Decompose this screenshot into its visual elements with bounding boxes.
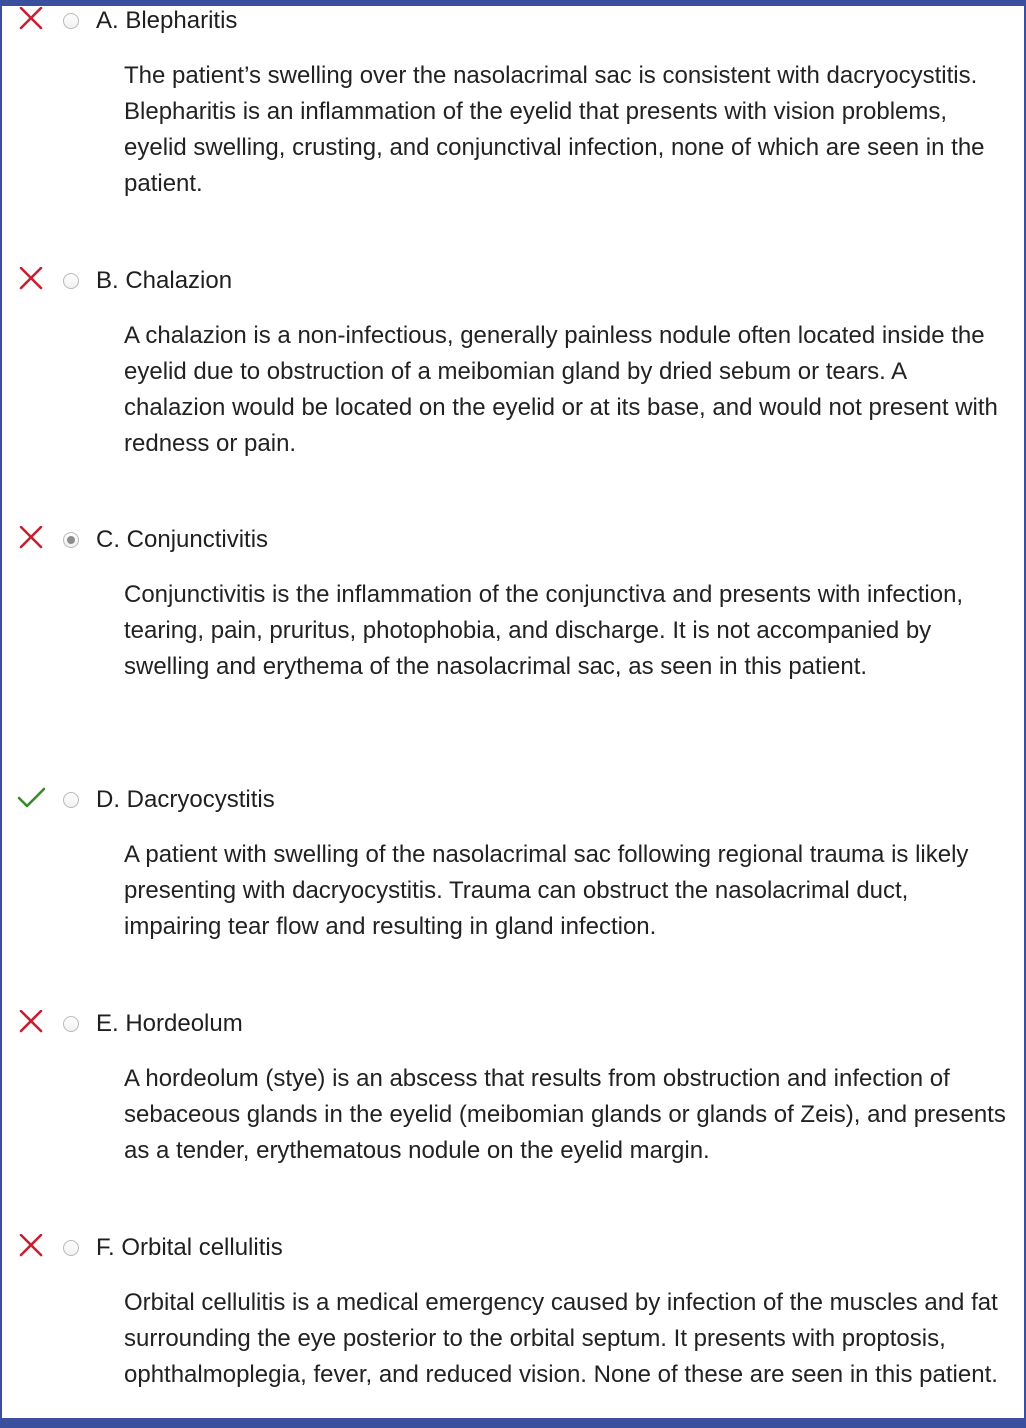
option-label: D. Dacryocystitis [96, 786, 275, 813]
radio-button[interactable] [63, 273, 79, 289]
x-mark-icon [16, 267, 46, 291]
option-row[interactable] [0, 523, 600, 553]
option-label: A. Blepharitis [96, 7, 238, 34]
radio-button[interactable] [63, 1240, 79, 1256]
option-label: C. Conjunctivitis [96, 526, 269, 553]
option-label: F. Orbital cellulitis [96, 1234, 283, 1261]
option-explanation: A hordeolum (stye) is an abscess that results from obstruction and infection of sebaceous glands in the eyelid (meibomian glands or glands of Zeis), and presents as a tender, erythematous nodule on the eyelid margin. [124, 1065, 1006, 1164]
radio-button[interactable] [63, 792, 79, 808]
option-row[interactable] [0, 783, 600, 813]
option-row[interactable] [0, 4, 600, 34]
option-row[interactable] [0, 264, 600, 294]
option-explanation: Conjunctivitis is the inflammation of the conjunctiva and presents with infection, tearing, pain, pruritus, photophobia, and discharge. It is not accompanied by swelling and erythema of the nasolacrimal sac, as seen in this patient. [124, 581, 964, 680]
radio-button-selected[interactable] [63, 532, 79, 548]
option-explanation: The patient’s swelling over the nasolacrimal sac is consistent with dacryocystitis. Blepharitis is an inflammation of the eyelid that presents with vision problems, eyelid swelling, crusting, and conjunctival infection, none of which are seen in the patient. [124, 62, 985, 197]
option-explanation: Orbital cellulitis is a medical emergency caused by infection of the muscles and fat surrounding the eye posterior to the orbital septum. It presents with proptosis, ophthalmoplegia, fever, and reduced vision. None of these are seen in this patient. [124, 1289, 998, 1388]
x-mark-icon [16, 526, 46, 550]
check-mark-icon [16, 786, 46, 810]
x-mark-icon [16, 7, 46, 31]
option-explanation: A chalazion is a non-infectious, generally painless nodule often located inside the eyelid due to obstruction of a meibomian gland by dried sebum or tears. A chalazion would be located on the eyelid or at its base, and would not present with redness or pain. [124, 322, 998, 457]
option-label: E. Hordeolum [96, 1010, 243, 1037]
radio-button[interactable] [63, 1016, 79, 1032]
radio-button[interactable] [63, 13, 79, 29]
option-row[interactable] [0, 1007, 600, 1037]
x-mark-icon [16, 1010, 46, 1034]
option-explanation: A patient with swelling of the nasolacrimal sac following regional trauma is likely presenting with dacryocystitis. Trauma can obstruct the nasolacrimal duct, impairing tear flow and resulting in gland infection. [124, 841, 969, 940]
option-label: B. Chalazion [96, 267, 233, 294]
option-row[interactable] [0, 1231, 600, 1261]
x-mark-icon [16, 1234, 46, 1258]
